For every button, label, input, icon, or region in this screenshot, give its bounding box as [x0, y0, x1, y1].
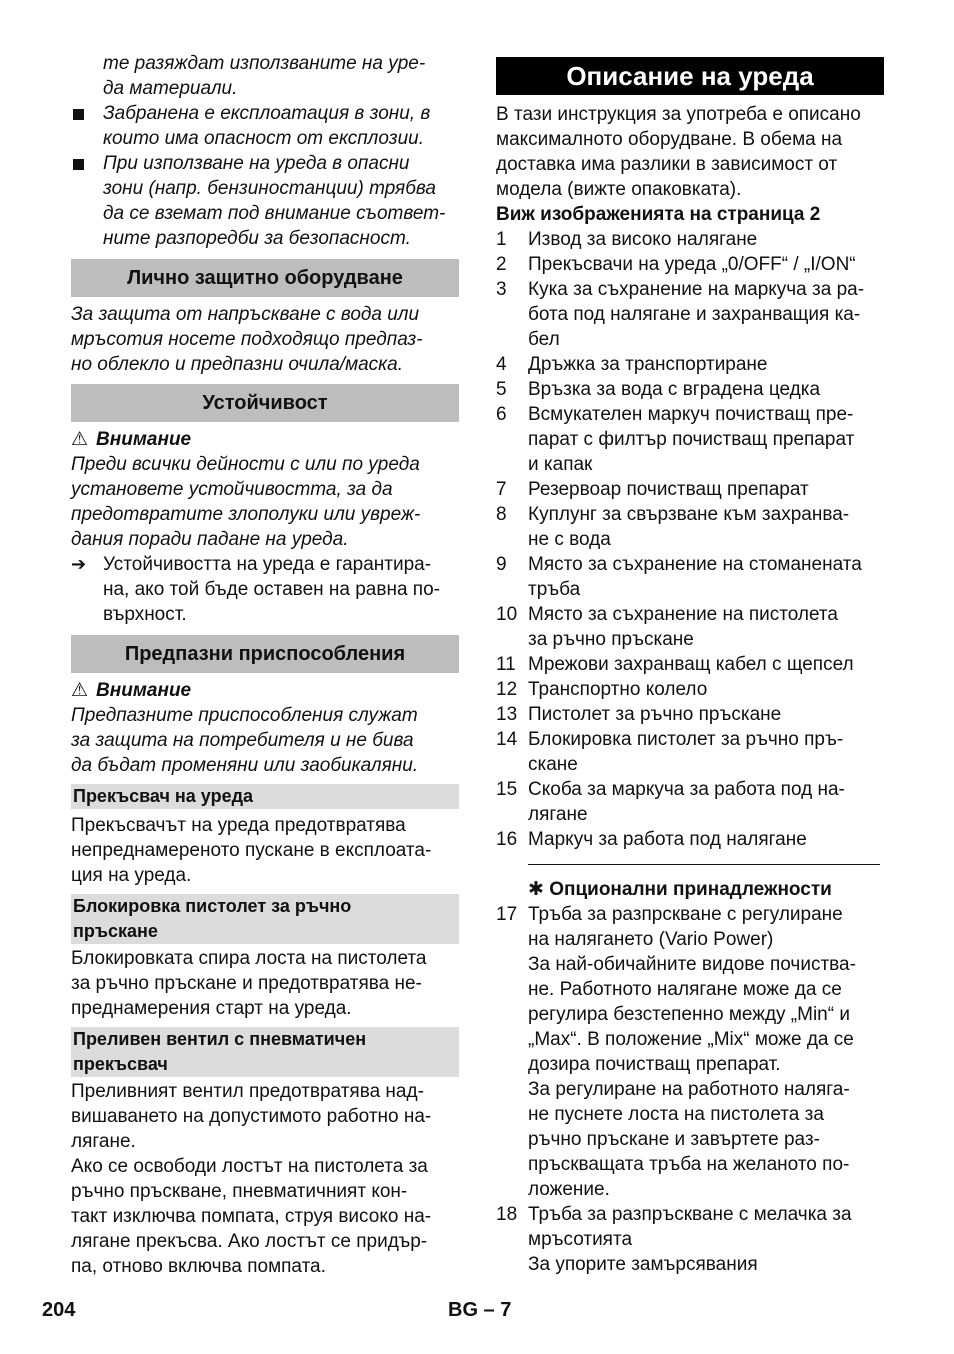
list-item [496, 252, 884, 277]
section-footer: BG – 7 [448, 1299, 512, 1321]
text-line: за защита на потребителя и не бива [71, 730, 414, 751]
text-line: пръскващата тръба на желаното по- [528, 1154, 850, 1175]
arrow-icon: ➔ [71, 554, 87, 574]
page-section-title: Описание на уреда [496, 57, 884, 95]
text-line: Място за съхранение на пистолета [528, 604, 838, 625]
list-item [496, 777, 884, 827]
text-line: Устойчивостта на уреда е гарантира- [103, 554, 432, 575]
item-number: 15 [496, 779, 518, 800]
text-line: за ръчно пръскане и предотвратява не- [71, 973, 422, 994]
text-line: Блокировка пистолет за ръчно пръ- [528, 729, 844, 750]
left-column [71, 51, 459, 1279]
item-number: 14 [496, 729, 518, 750]
text-line: За защита от напръскване с вода или [71, 304, 420, 325]
text-line: максималното оборудване. В обема на [496, 129, 843, 150]
item-number: 8 [496, 504, 507, 525]
list-item [496, 277, 884, 352]
text-line: За регулиране на работното наляга- [528, 1079, 850, 1100]
text-line: установете устойчивостта, за да [71, 479, 393, 500]
text-line: Мрежови захранващ кабел с щепсел [528, 654, 854, 675]
text-line: ция на уреда. [71, 865, 192, 886]
text-line: лягане. [71, 1131, 136, 1152]
text-line: парат с филтър почистващ препарат [528, 429, 855, 450]
text-line: Преливен вентил с пневматичен [73, 1029, 367, 1049]
text-line: върхност. [103, 604, 187, 625]
item-number: 6 [496, 404, 507, 425]
list-item [496, 702, 884, 727]
warning-label [71, 427, 459, 452]
list-item [496, 402, 884, 477]
list-item [496, 902, 884, 952]
text-line: В тази инструкция за употреба е описано [496, 104, 861, 125]
warning-text: Внимание [96, 429, 192, 450]
text-line: да се вземат под внимание съответ- [103, 203, 446, 224]
text-line: При използване на уреда в опасни [103, 153, 410, 174]
text-line: ложение. [528, 1179, 610, 1200]
text-line: Извод за високо налягане [528, 229, 758, 250]
text-line: Дръжка за транспортиране [528, 354, 768, 375]
text-line: не. Работното налягане може да се [528, 979, 842, 1000]
text-line: зони (напр. бензиностанции) трябва [103, 178, 436, 199]
list-item [496, 227, 884, 252]
text-line: Преди всички дейности с или по уреда [71, 454, 420, 475]
text-line: доставка има разлики в зависимост от [496, 154, 838, 175]
text-line: да бъдат променяни или заобикаляни. [71, 755, 419, 776]
item-17-description [496, 952, 884, 1202]
text-line: Преливният вентил предотвратява над- [71, 1081, 424, 1102]
optional-accessories-heading [496, 877, 884, 902]
list-item [496, 652, 884, 677]
item-number: 3 [496, 279, 507, 300]
text-line: пръскане [73, 921, 158, 941]
item-number: 18 [496, 1204, 518, 1225]
overflow-valve-text [71, 1079, 459, 1279]
text-line: Кука за съхранение на маркуча за ра- [528, 279, 865, 300]
text-line: Блокировка пистолет за ръчно [73, 896, 352, 916]
item-number: 7 [496, 479, 507, 500]
section-heading-safety-devices: Предпазни приспособления [71, 635, 459, 673]
subheading-gun-lock [71, 894, 459, 944]
text-line: па, отново включва помпата. [71, 1256, 326, 1277]
text-line: Тръба за разпръскване с мелачка за [528, 1204, 852, 1225]
list-item [496, 827, 884, 852]
subheading-overflow-valve [71, 1027, 459, 1077]
text-line: Ако се освободи лостът на пистолета за [71, 1156, 428, 1177]
optional-label: Опционални принадлежности [549, 879, 832, 900]
text-line: предотвратите злополуки или увреж- [71, 504, 421, 525]
item-18-description [496, 1252, 884, 1277]
text-line: За най-обичайните видове почиства- [528, 954, 856, 975]
subheading-device-switch: Прекъсвач на уреда [71, 784, 459, 809]
continued-text [71, 51, 459, 101]
item-number: 1 [496, 229, 507, 250]
text-line: Резервоар почистващ препарат [528, 479, 809, 500]
text-line: вишаването на допустимото работно на- [71, 1106, 432, 1127]
text-line: Пистолет за ръчно пръскане [528, 704, 782, 725]
ppe-text [71, 302, 459, 377]
square-bullet-icon [73, 109, 84, 120]
text-line: лягане [528, 804, 588, 825]
text-line: но облекло и предпазни очила/маска. [71, 354, 403, 375]
text-line: ръчно пръскане и завъртете раз- [528, 1129, 820, 1150]
text-line: скане [528, 754, 578, 775]
text-line: такт изключва помпата, струя високо на- [71, 1206, 432, 1227]
text-line: „Max“. В положение „Mix“ може да се [528, 1029, 854, 1050]
list-item [496, 552, 884, 602]
section-heading-ppe: Лично защитно оборудване [71, 259, 459, 297]
text-line: непреднамереното пускане в експлоата- [71, 840, 432, 861]
text-line: на, ако той бъде оставен на равна по- [103, 579, 440, 600]
list-item [496, 352, 884, 377]
item-number: 5 [496, 379, 507, 400]
item-number: 2 [496, 254, 507, 275]
text-line: които има опасност от експлозии. [103, 128, 424, 149]
text-line: Връзка за вода с вградена цедка [528, 379, 821, 400]
text-line: Скоба за маркуча за работа под на- [528, 779, 845, 800]
text-line: Забранена е експлоатация в зони, в [103, 103, 431, 124]
list-item [496, 377, 884, 402]
intro-text [496, 102, 884, 202]
list-item [496, 502, 884, 552]
text-line: Място за съхранение на стоманената [528, 554, 862, 575]
text-line: ните разпоредби за безопасност. [103, 228, 411, 249]
list-item [496, 727, 884, 777]
arrow-item [71, 552, 459, 627]
safety-warning-text [71, 703, 459, 778]
item-number: 17 [496, 904, 518, 925]
warning-icon: ⚠ [71, 429, 89, 450]
text-line: дозира почистващ препарат. [528, 1054, 781, 1075]
list-item [496, 677, 884, 702]
star-icon: ✱ [528, 879, 544, 900]
text-line: Блокировката спира лоста на пистолета [71, 948, 427, 969]
text-line: на налягането (Vario Power) [528, 929, 774, 950]
text-line: мръсотия носете подходящо предпаз- [71, 329, 423, 350]
divider-line [528, 864, 880, 865]
text-line: тръба [528, 579, 581, 600]
text-line: прекъсвач [73, 1054, 168, 1074]
item-number: 10 [496, 604, 518, 625]
text-line: те разяждат използваните на уре- [103, 53, 426, 74]
item-number: 9 [496, 554, 507, 575]
text-line: за ръчно пръскане [528, 629, 694, 650]
warning-text: Внимание [96, 680, 192, 701]
page-number: 204 [42, 1299, 76, 1321]
text-line: и капак [528, 454, 593, 475]
text-line: Куплунг за свързване към захранва- [528, 504, 850, 525]
text-line: За упорите замърсявания [528, 1254, 758, 1275]
text-line: регулира безстепенно между „Min“ и [528, 1004, 850, 1025]
list-item [496, 602, 884, 652]
see-images-note: Виж изображенията на страница 2 [496, 204, 821, 225]
text-line: модела (вижте опаковката). [496, 179, 742, 200]
section-heading-stability: Устойчивост [71, 384, 459, 422]
text-line: не пуснете лоста на пистолета за [528, 1104, 824, 1125]
text-line: не с вода [528, 529, 611, 550]
warning-icon: ⚠ [71, 680, 89, 701]
bullet-item [71, 151, 459, 251]
text-line: мръсотията [528, 1229, 633, 1250]
text-line: Тръба за разпрскване с регулиране [528, 904, 843, 925]
device-switch-text [71, 813, 459, 888]
text-line: бота под налягане и захранващия ка- [528, 304, 861, 325]
item-number: 13 [496, 704, 518, 725]
parts-list [496, 227, 884, 852]
square-bullet-icon [73, 159, 84, 170]
text-line: Маркуч за работа под налягане [528, 829, 807, 850]
text-line: бел [528, 329, 560, 350]
right-column [496, 57, 884, 1277]
gun-lock-text [71, 946, 459, 1021]
bullet-item [71, 101, 459, 151]
text-line: Прекъсвачи на уреда „0/OFF“ / „I/ON“ [528, 254, 856, 275]
list-item [496, 477, 884, 502]
item-number: 11 [496, 654, 516, 675]
text-line: Всмукателен маркуч почистващ пре- [528, 404, 854, 425]
text-line: ръчно пръскване, пневматичният кон- [71, 1181, 408, 1202]
item-number: 12 [496, 679, 518, 700]
text-line: преднамерения старт на уреда. [71, 998, 352, 1019]
stability-warning-text [71, 452, 459, 552]
text-line: Транспортно колело [528, 679, 708, 700]
list-item [496, 1202, 884, 1252]
text-line: дания поради падане на уреда. [71, 529, 349, 550]
text-line: Прекъсвачът на уреда предотвратява [71, 815, 406, 836]
text-line: Предпазните приспособления служат [71, 705, 418, 726]
text-line: лягане прекъсва. Ако лостът се придър- [71, 1231, 428, 1252]
warning-label [71, 678, 459, 703]
item-number: 16 [496, 829, 518, 850]
text-line: да материали. [103, 78, 238, 99]
item-number: 4 [496, 354, 507, 375]
